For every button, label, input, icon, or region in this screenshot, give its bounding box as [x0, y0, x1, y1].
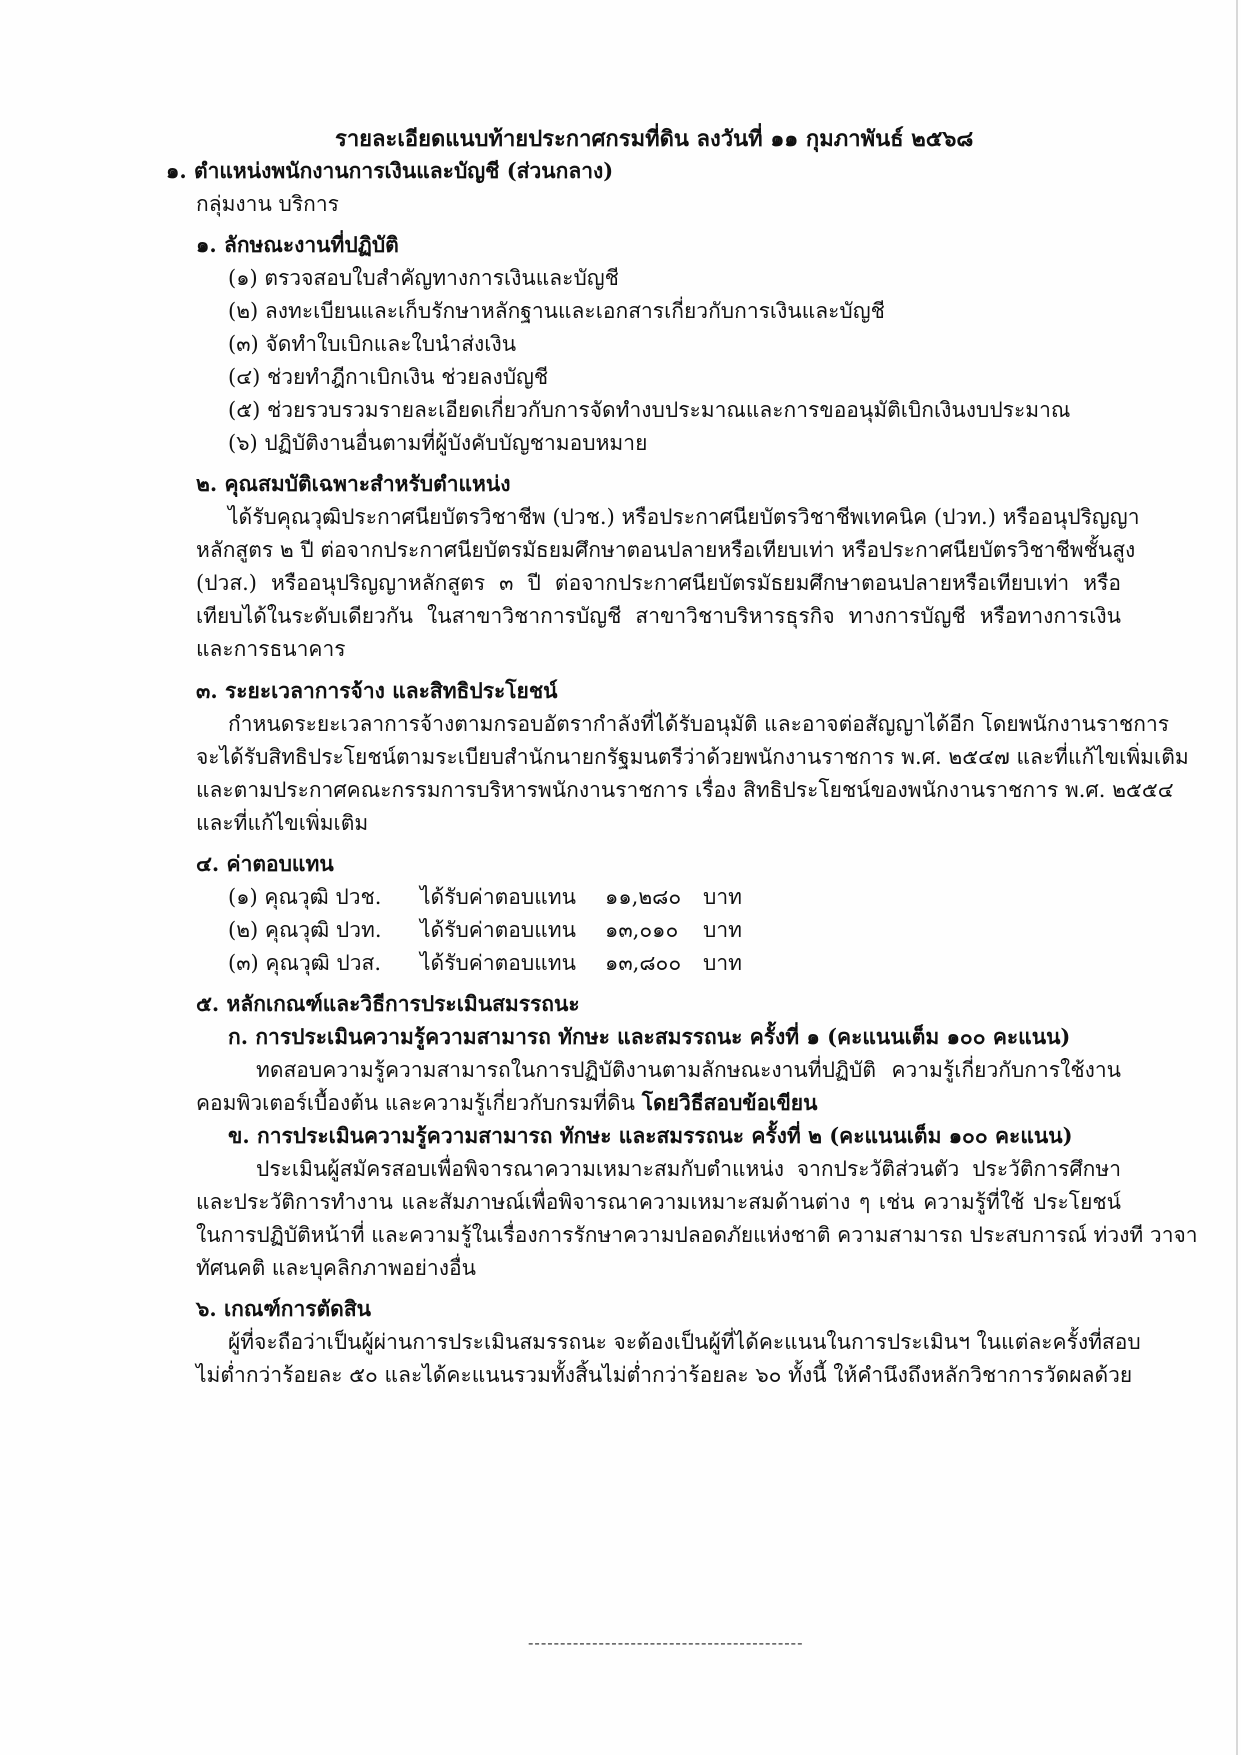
section-2-heading: ๒. คุณสมบัติเฉพาะสำหรับตำแหน่ง	[196, 471, 511, 496]
qualification-line: (ปวส.) หรืออนุปริญญาหลักสูตร ๓ ปี ต่อจากประกาศนียบัตรมัธยมศึกษาตอนปลายหรือเทียบเท่า หรือ	[196, 571, 1121, 595]
section-6-heading: ๖. เกณฑ์การตัดสิน	[196, 1296, 371, 1321]
assessment-b-line: ทัศนคติ และบุคลิกภาพอย่างอื่น	[196, 1256, 476, 1280]
employment-line: จะได้รับสิทธิประโยชน์ตามระเบียบสำนักนายกรัฐมนตรีว่าด้วยพนักงานราชการ พ.ศ. ๒๕๔๗ และที่แก้ไขเพิ่มเติม	[196, 745, 1189, 769]
assessment-a-line	[196, 1088, 817, 1118]
qualification-cell: (๒) คุณวุฒิ ปวท.	[228, 918, 382, 942]
assessment-a-line: ทดสอบความรู้ความสามารถในการปฏิบัติงานตามลักษณะงานที่ปฏิบัติ ความรู้เกี่ยวกับการใช้งาน	[256, 1058, 1121, 1082]
work-group: กลุ่มงาน บริการ	[196, 192, 339, 216]
qualification-line: เทียบได้ในระดับเดียวกัน ในสาขาวิชาการบัญชี สาขาวิชาบริหารธุรกิจ ทางการบัญชี หรือทางการเงิน	[196, 604, 1121, 628]
criteria-line: ไม่ต่ำกว่าร้อยละ ๕๐ และได้คะแนนรวมทั้งสิ้นไม่ต่ำกว่าร้อยละ ๖๐ ทั้งนี้ ให้คำนึงถึงหลักวิชาการวัดผลด้วย	[196, 1363, 1133, 1387]
unit-cell: บาท	[703, 885, 742, 909]
unit-cell: บาท	[703, 918, 742, 942]
unit-cell: บาท	[703, 951, 742, 975]
duty-item: (๑) ตรวจสอบใบสำคัญทางการเงินและบัญชี	[228, 266, 619, 290]
criteria-line: ผู้ที่จะถือว่าเป็นผู้ผ่านการประเมินสมรรถนะ จะต้องเป็นผู้ที่ได้คะแนนในการประเมินฯ ในแต่ละครั้งที่สอบ	[228, 1330, 1141, 1354]
assessment-b-heading: ข. การประเมินความรู้ความสามารถ ทักษะ และสมรรถนะ ครั้งที่ ๒ (คะแนนเต็ม ๑๐๐ คะแนน)	[228, 1123, 1073, 1148]
section-1-heading: ๑. ลักษณะงานที่ปฏิบัติ	[196, 232, 399, 257]
duty-item: (๓) จัดทำใบเบิกและใบนำส่งเงิน	[228, 332, 517, 356]
label-cell: ได้รับค่าตอบแทน	[420, 918, 576, 942]
section-3-heading: ๓. ระยะเวลาการจ้าง และสิทธิประโยชน์	[196, 678, 558, 703]
qualification-line: และการธนาคาร	[196, 637, 346, 661]
employment-line: และตามประกาศคณะกรรมการบริหารพนักงานราชการ เรื่อง สิทธิประโยชน์ของพนักงานราชการ พ.ศ. ๒๕๕๔	[196, 778, 1174, 802]
document-title: รายละเอียดแนบท้ายประกาศกรมที่ดิน ลงวันที่ ๑๑ กุมภาพันธ์ ๒๕๖๘	[335, 126, 974, 152]
qualification-line: หลักสูตร ๒ ปี ต่อจากประกาศนียบัตรมัธยมศึกษาตอนปลายหรือเทียบเท่า หรือประกาศนียบัตรวิชาชีพชั้นสูง	[196, 538, 1136, 562]
assessment-b-line: ในการปฏิบัติหน้าที่ และความรู้ในเรื่องการรักษาความปลอดภัยแห่งชาติ ความสามารถ ประสบการณ์ ท่วงที วาจา	[196, 1223, 1198, 1247]
qualification-cell: (๓) คุณวุฒิ ปวส.	[228, 951, 381, 975]
assessment-a-heading: ก. การประเมินความรู้ความสามารถ ทักษะ และสมรรถนะ ครั้งที่ ๑ (คะแนนเต็ม ๑๐๐ คะแนน)	[228, 1024, 1071, 1049]
position-heading: ๑. ตำแหน่งพนักงานการเงินและบัญชี (ส่วนกลาง)	[166, 158, 614, 183]
employment-line: กำหนดระยะเวลาการจ้างตามกรอบอัตรากำลังที่ได้รับอนุมัติ และอาจต่อสัญญาได้อีก โดยพนักงานราชการ	[228, 712, 1170, 736]
assessment-a-text: คอมพิวเตอร์เบื้องต้น และความรู้เกี่ยวกับกรมที่ดิน	[196, 1091, 636, 1115]
qualification-cell: (๑) คุณวุฒิ ปวช.	[228, 885, 382, 909]
employment-line: และที่แก้ไขเพิ่มเติม	[196, 811, 369, 835]
amount-cell: ๑๑,๒๘๐	[605, 885, 682, 909]
assessment-b-line: และประวัติการทำงาน และสัมภาษณ์เพื่อพิจารณาความเหมาะสมด้านต่าง ๆ เช่น ความรู้ที่ใช้ ประโยชน์	[196, 1190, 1121, 1214]
section-4-heading: ๔. ค่าตอบแทน	[196, 851, 334, 876]
label-cell: ได้รับค่าตอบแทน	[420, 951, 576, 975]
section-5-heading: ๕. หลักเกณฑ์และวิธีการประเมินสมรรถนะ	[196, 991, 580, 1016]
amount-cell: ๑๓,๘๐๐	[605, 951, 682, 975]
qualification-line: ได้รับคุณวุฒิประกาศนียบัตรวิชาชีพ (ปวช.) หรือประกาศนียบัตรวิชาชีพเทคนิค (ปวท.) หรืออนุปริญญา	[228, 505, 1140, 529]
duty-item: (๕) ช่วยรวบรวมรายละเอียดเกี่ยวกับการจัดทำงบประมาณและการขออนุมัติเบิกเงินงบประมาณ	[228, 398, 1071, 422]
amount-cell: ๑๓,๐๑๐	[605, 918, 679, 942]
assessment-b-line: ประเมินผู้สมัครสอบเพื่อพิจารณาความเหมาะสมกับตำแหน่ง จากประวัติส่วนตัว ประวัติการศึกษา	[256, 1157, 1121, 1181]
end-divider: -------------------------------------------	[528, 1633, 804, 1652]
duty-item: (๔) ช่วยทำฎีกาเบิกเงิน ช่วยลงบัญชี	[228, 365, 549, 389]
duty-item: (๖) ปฏิบัติงานอื่นตามที่ผู้บังคับบัญชามอบหมาย	[228, 431, 648, 455]
label-cell: ได้รับค่าตอบแทน	[420, 885, 576, 909]
duty-item: (๒) ลงทะเบียนและเก็บรักษาหลักฐานและเอกสารเกี่ยวกับการเงินและบัญชี	[228, 299, 885, 323]
written-exam-method: โดยวิธีสอบข้อเขียน	[641, 1090, 818, 1115]
